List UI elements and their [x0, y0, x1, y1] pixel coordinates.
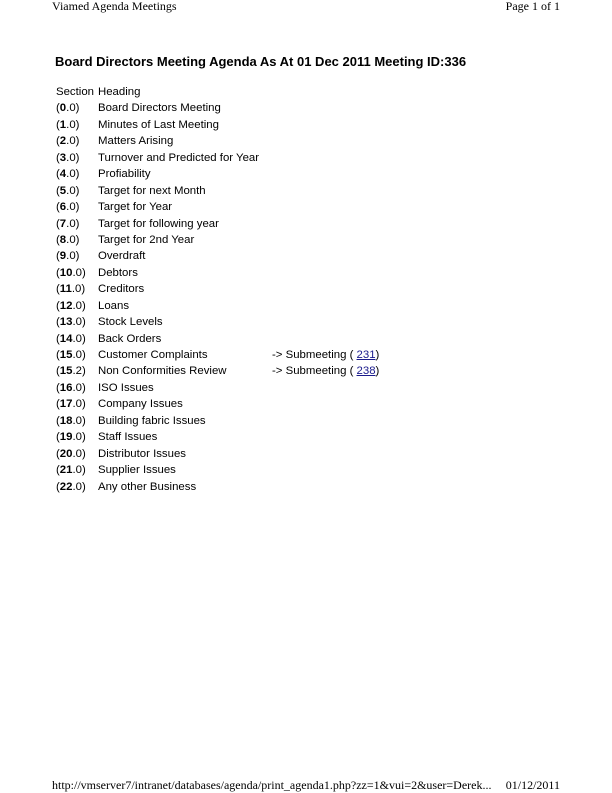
- agenda-item: [56, 248, 379, 264]
- section-major-number: 10: [59, 266, 73, 279]
- section-major-number: 6: [59, 201, 67, 214]
- header-site-title: Viamed Agenda Meetings: [52, 0, 177, 13]
- submeeting-close: ): [375, 365, 380, 378]
- section-major-number: 20: [59, 447, 73, 460]
- agenda-heading: Customer Complaints: [98, 349, 208, 361]
- agenda-heading: Creditors: [98, 283, 145, 296]
- section-number: (12.0): [56, 299, 86, 312]
- agenda-item: [56, 396, 379, 412]
- section-number: (11.0): [56, 283, 86, 296]
- agenda-heading: Target for following year: [98, 217, 219, 230]
- agenda-item: [56, 314, 379, 330]
- section-number: (1.0): [56, 118, 80, 131]
- agenda-item: [56, 380, 379, 396]
- submeeting-link[interactable]: 238: [356, 365, 376, 378]
- section-minor-number: 0: [75, 299, 82, 312]
- section-major-number: 17: [59, 398, 73, 411]
- agenda-item: [56, 331, 379, 347]
- section-minor-number: 2: [75, 365, 82, 378]
- agenda-heading: Overdraft: [98, 250, 146, 263]
- section-major-number: 0: [59, 102, 67, 115]
- agenda-heading: Building fabric Issues: [98, 414, 206, 427]
- section-minor-number: 0: [69, 233, 76, 246]
- section-minor-number: 0: [75, 316, 82, 329]
- section-minor-number: 0: [75, 381, 82, 394]
- agenda-item: [56, 199, 379, 215]
- section-minor-number: 0: [69, 217, 76, 230]
- section-minor-number: 0: [69, 250, 76, 263]
- agenda-heading: Distributor Issues: [98, 447, 186, 460]
- agenda-item: [56, 216, 379, 232]
- agenda-heading: Stock Levels: [98, 316, 163, 329]
- agenda-heading: Target for next Month: [98, 184, 206, 197]
- section-major-number: 21: [59, 464, 73, 477]
- agenda-heading: Any other Business: [98, 480, 197, 493]
- section-number: (6.0): [56, 201, 80, 214]
- section-number: (10.0): [56, 266, 86, 279]
- section-major-number: 18: [59, 414, 73, 427]
- agenda-table: [56, 84, 379, 495]
- agenda-item: [56, 363, 379, 379]
- section-major-number: 4: [59, 168, 67, 181]
- agenda-heading: Turnover and Predicted for Year: [98, 151, 260, 164]
- section-major-number: 22: [59, 480, 73, 493]
- section-number: (22.0): [56, 480, 86, 493]
- agenda-item: [56, 347, 379, 363]
- submeeting-link[interactable]: 231: [356, 349, 376, 361]
- submeeting-label: -> Submeeting (: [272, 365, 357, 378]
- agenda-heading: Target for Year: [98, 201, 173, 214]
- footer-url: http://vmserver7/intranet/databases/agenda/print_agenda1.php?zz=1&vui=2&user=Derek...: [52, 778, 492, 792]
- agenda-item: [56, 462, 379, 478]
- submeeting-ref: [272, 347, 379, 363]
- agenda-header-row: [56, 84, 379, 100]
- footer-date: 01/12/2011: [505, 778, 560, 792]
- section-number: (15.2): [56, 365, 86, 378]
- agenda-item: [56, 133, 379, 149]
- section-major-number: 5: [59, 184, 67, 197]
- print-footer: [52, 778, 560, 793]
- section-number: (5.0): [56, 184, 80, 197]
- agenda-item: [56, 232, 379, 248]
- submeeting-label: -> Submeeting (: [272, 349, 357, 361]
- agenda-item: [56, 479, 379, 495]
- agenda-heading: Non Conformities Review: [98, 365, 227, 378]
- submeeting-close: ): [375, 349, 380, 361]
- section-number: (8.0): [56, 233, 80, 246]
- section-minor-number: 0: [75, 349, 82, 361]
- agenda-item: [56, 446, 379, 462]
- section-major-number: 15: [59, 365, 73, 378]
- section-number: (16.0): [56, 381, 86, 394]
- section-major-number: 19: [59, 431, 73, 444]
- agenda-heading: Profiability: [98, 168, 151, 181]
- section-minor-number: 0: [69, 184, 76, 197]
- agenda-item: [56, 166, 379, 182]
- agenda-item: [56, 183, 379, 199]
- section-minor-number: 0: [75, 464, 82, 477]
- agenda-item: [56, 413, 379, 429]
- heading-column-header: Heading: [98, 86, 141, 98]
- section-minor-number: 0: [75, 398, 82, 411]
- agenda-item: [56, 150, 379, 166]
- section-minor-number: 0: [75, 431, 82, 444]
- section-minor-number: 0: [69, 102, 76, 115]
- section-number: (19.0): [56, 431, 86, 444]
- agenda-heading: Debtors: [98, 266, 138, 279]
- section-number: (2.0): [56, 135, 80, 148]
- section-number: (14.0): [56, 332, 86, 345]
- agenda-item: [56, 281, 379, 297]
- section-number: (15.0): [56, 349, 86, 361]
- section-major-number: 9: [59, 250, 67, 263]
- section-major-number: 11: [59, 283, 72, 296]
- agenda-heading: Loans: [98, 299, 130, 312]
- section-minor-number: 0: [69, 201, 76, 214]
- section-minor-number: 0: [75, 266, 82, 279]
- agenda-item: [56, 298, 379, 314]
- section-major-number: 15: [59, 349, 73, 361]
- section-minor-number: 0: [75, 447, 82, 460]
- section-number: (3.0): [56, 151, 80, 164]
- section-minor-number: 0: [75, 332, 82, 345]
- header-page-number: Page 1 of 1: [505, 0, 560, 13]
- agenda-heading: Minutes of Last Meeting: [98, 118, 219, 131]
- section-major-number: 7: [59, 217, 67, 230]
- agenda-heading: ISO Issues: [98, 381, 154, 394]
- section-major-number: 3: [59, 151, 67, 164]
- section-major-number: 16: [59, 381, 73, 394]
- agenda-rows: [56, 100, 379, 495]
- agenda-heading: Company Issues: [98, 398, 183, 411]
- agenda-item: [56, 265, 379, 281]
- section-number: (20.0): [56, 447, 86, 460]
- section-number: (7.0): [56, 217, 80, 230]
- section-minor-number: 0: [69, 135, 76, 148]
- agenda-heading: Board Directors Meeting: [98, 102, 221, 115]
- section-major-number: 8: [59, 233, 67, 246]
- section-number: (13.0): [56, 316, 86, 329]
- section-minor-number: 0: [75, 480, 82, 493]
- agenda-item: [56, 429, 379, 445]
- print-header: [52, 0, 560, 14]
- submeeting-ref: [272, 363, 379, 379]
- agenda-heading: Staff Issues: [98, 431, 158, 444]
- agenda-heading: Target for 2nd Year: [98, 233, 195, 246]
- section-major-number: 1: [59, 118, 67, 131]
- section-number: (0.0): [56, 102, 80, 115]
- section-minor-number: 0: [69, 151, 76, 164]
- section-minor-number: 0: [75, 414, 82, 427]
- section-major-number: 14: [59, 332, 73, 345]
- section-number: (4.0): [56, 168, 80, 181]
- section-number: (21.0): [56, 464, 86, 477]
- section-number: (9.0): [56, 250, 80, 263]
- section-number: (18.0): [56, 414, 86, 427]
- agenda-heading: Matters Arising: [98, 135, 174, 148]
- section-minor-number: 0: [69, 168, 76, 181]
- page-title: Board Directors Meeting Agenda As At 01 Dec 2011 Meeting ID:336: [55, 54, 467, 69]
- section-column-header: Section: [56, 86, 94, 98]
- section-major-number: 13: [59, 316, 73, 329]
- section-major-number: 12: [59, 299, 73, 312]
- agenda-item: [56, 100, 379, 116]
- section-minor-number: 0: [69, 118, 76, 131]
- section-major-number: 2: [59, 135, 67, 148]
- agenda-heading: Supplier Issues: [98, 464, 176, 477]
- section-number: (17.0): [56, 398, 86, 411]
- agenda-heading: Back Orders: [98, 332, 162, 345]
- agenda-item: [56, 117, 379, 133]
- section-minor-number: 0: [75, 283, 82, 296]
